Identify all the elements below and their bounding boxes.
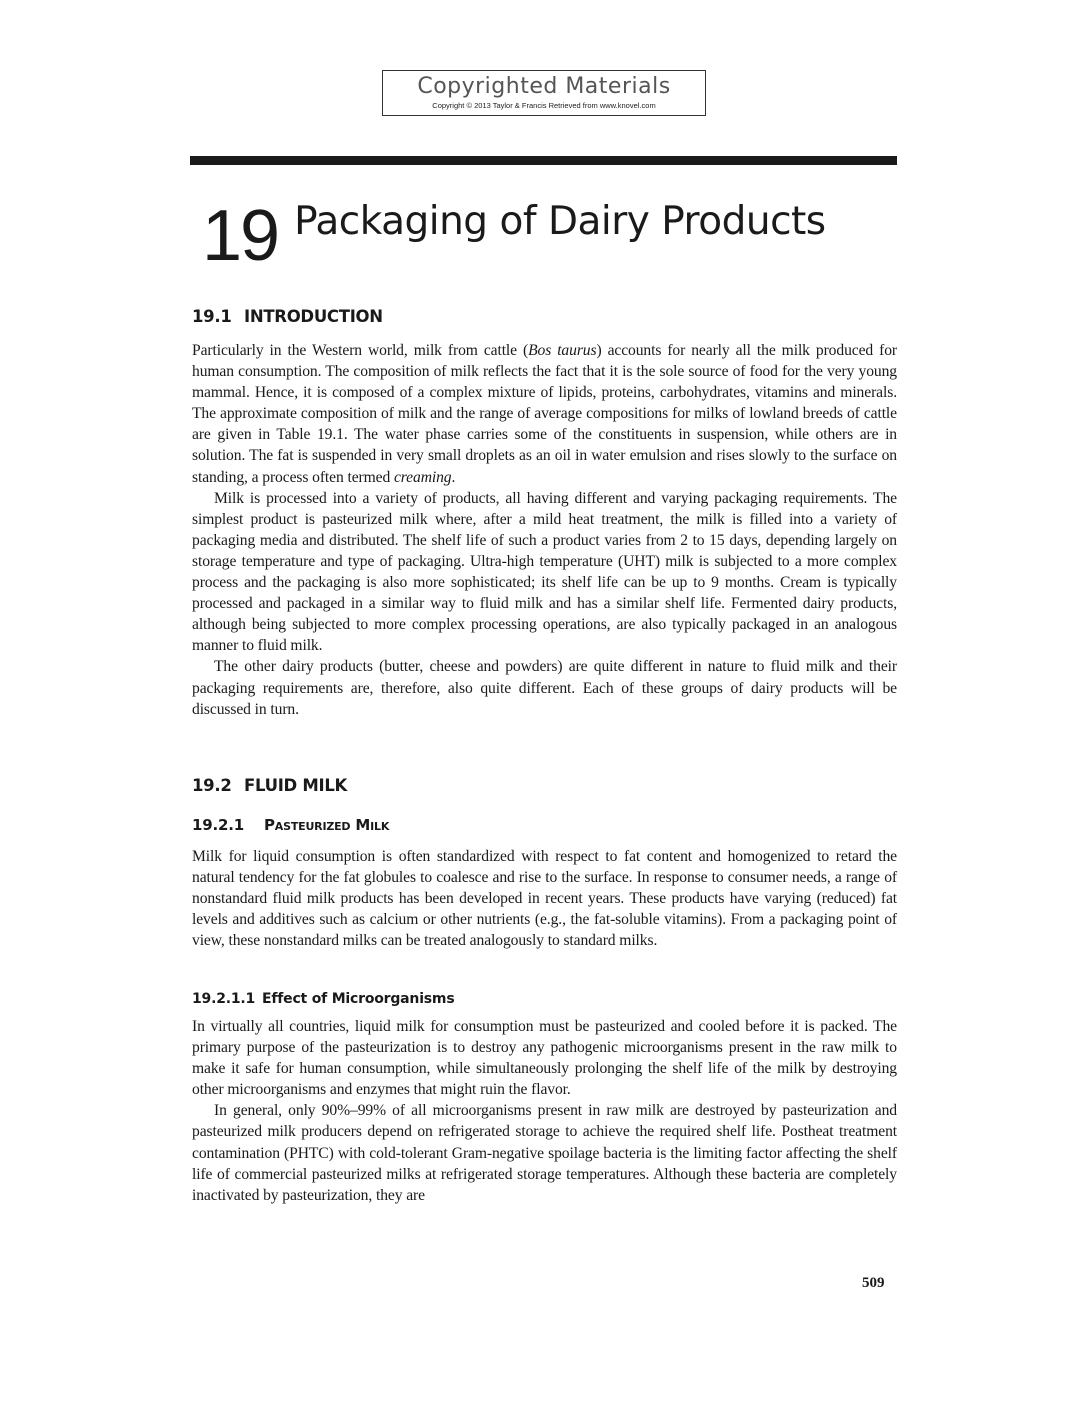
- section-number: 19.2: [192, 776, 232, 795]
- page-number: 509: [862, 1275, 885, 1291]
- chapter-number: 19: [202, 196, 279, 276]
- subsection-title: Pasteurized Milk: [264, 816, 390, 834]
- chapter-rule: [190, 156, 897, 165]
- paragraph: Particularly in the Western world, milk from cattle (Bos taurus) accounts for nearly all the milk produced for human consumption. The composition of milk reflects the fact that it is the sole source of food for the very young mammal. Hence, it is composed of a complex mixture of lipids, proteins, carbohydrates, vitamins and minerals. The approximate composition of milk and the range of average compositions for milks of lowland breeds of cattle are given in Table 19.1. The water phase carries some of the constituents in suspension, while others are in solution. The fat is suspended in very small droplets as an oil in water emulsion and rises slowly to the surface on standing, a process often termed creaming.: [192, 342, 897, 486]
- section-title: FLUID MILK: [244, 776, 348, 795]
- subsubsection-number: 19.2.1.1: [192, 991, 256, 1007]
- intro-body: [192, 340, 897, 720]
- paragraph: The other dairy products (butter, cheese and powders) are quite different in nature to fluid milk and their packaging requirements are, therefore, also quite different. Each of these groups of dairy products will be discussed in turn.: [192, 658, 897, 718]
- subsection-number: 19.2.1: [192, 816, 244, 834]
- section-heading: [192, 776, 897, 795]
- stamp-title: Copyrighted Materials: [417, 74, 671, 99]
- subsubsection-title: Effect of Microorganisms: [262, 991, 455, 1007]
- subsubsection-heading: [192, 991, 897, 1007]
- paragraph: Milk for liquid consumption is often standardized with respect to fat content and homogenized to retard the natural tendency for the fat globules to coalesce and rise to the surface. In response to consumer needs, a range of nonstandard fluid milk products has been developed in recent years. These products have varying (reduced) fat levels and additives such as calcium or other nutrients (e.g., the fat-soluble vitamins). From a packaging point of view, these nonstandard milks can be treated analogously to standard milks.: [192, 848, 897, 950]
- copyright-stamp: [382, 70, 706, 116]
- section-introduction: [192, 307, 897, 326]
- section-fluid-milk: [192, 776, 897, 795]
- subsection-body: [192, 846, 897, 951]
- subsubsection-body: [192, 1016, 897, 1206]
- paragraph: Milk is processed into a variety of products, all having different and varying packaging requirements. The simplest product is pasteurized milk where, after a mild heat treatment, the milk is filled into a variety of packaging media and distributed. The shelf life of such a product varies from 2 to 15 days, depending largely on storage temperature and type of packaging. Ultra-high temperature (UHT) milk is subjected to a more complex process and the packaging is also more sophisticated; its shelf life can be up to 9 months. Cream is typically processed and packaged in a similar way to fluid milk and has a similar shelf life. Fermented dairy products, although being subjected to more complex processing operations, are also typically packaged in an analogous manner to fluid milk.: [192, 489, 897, 655]
- section-heading: [192, 307, 897, 326]
- chapter-title: Packaging of Dairy Products: [294, 199, 826, 244]
- section-title: INTRODUCTION: [244, 307, 383, 326]
- stamp-line: Copyright © 2013 Taylor & Francis Retrieved from www.knovel.com: [432, 101, 656, 110]
- section-number: 19.1: [192, 307, 232, 326]
- subsection-heading: [192, 816, 897, 834]
- paragraph: In general, only 90%–99% of all microorganisms present in raw milk are destroyed by pasteurization and pasteurized milk producers depend on refrigerated storage to achieve the required shelf life. Postheat treatment contamination (PHTC) with cold-tolerant Gram-negative spoilage bacteria is the limiting factor affecting the shelf life of commercial pasteurized milks at refrigerated storage temperatures. Although these bacteria are completely inactivated by pasteurization, they are: [192, 1102, 897, 1204]
- chapter-heading: [202, 192, 826, 276]
- paragraph: In virtually all countries, liquid milk for consumption must be pasteurized and cooled before it is packed. The primary purpose of the pasteurization is to destroy any pathogenic microorganisms present in the raw milk to make it safe for human consumption, while simultaneously prolonging the shelf life of the milk by destroying other microorganisms and enzymes that might ruin the flavor.: [192, 1018, 897, 1099]
